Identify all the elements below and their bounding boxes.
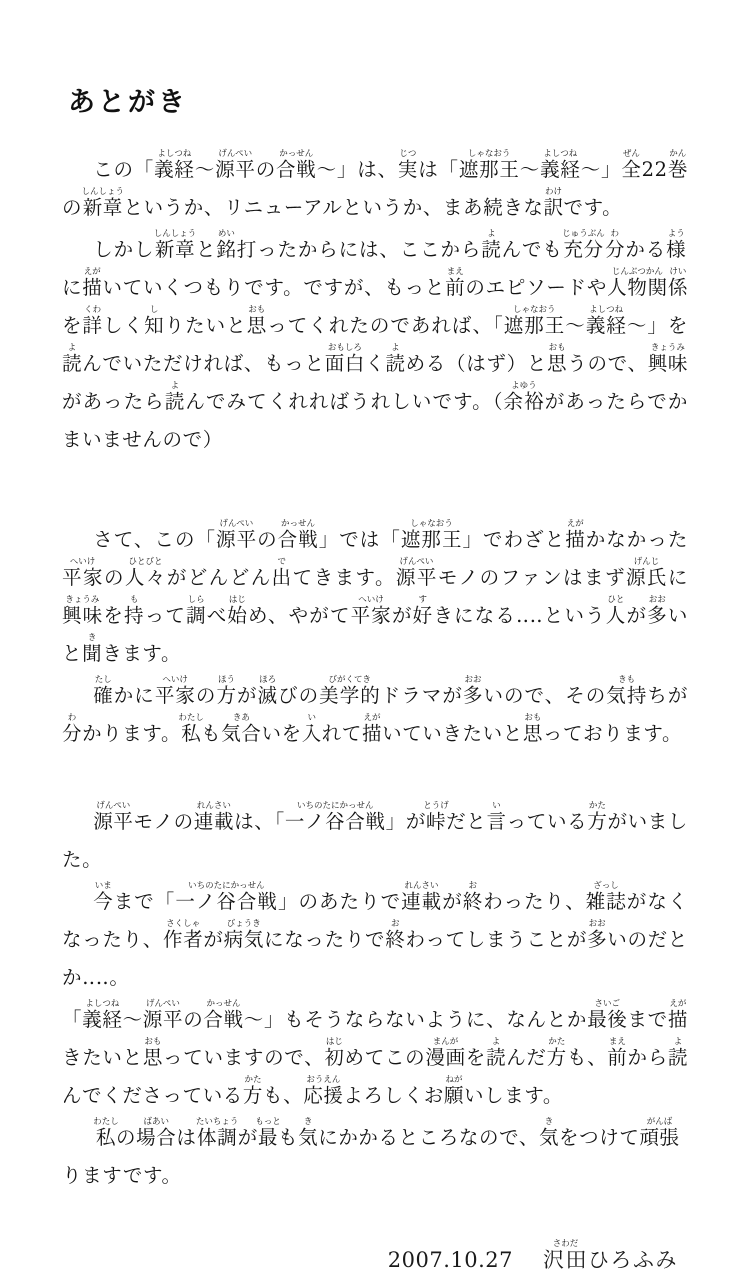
- signature: [62, 1239, 688, 1274]
- text-block-3: [62, 801, 688, 1195]
- paragraph: 「義経よしつね〜源平げんぺいの合戦かっせん〜」もそうならないように、なんとか最後さいごまで描えがきたいと思おもっていますので、初はじめてこの漫画まんがを読よんだ方かたも、前まえから読よんでくださっている方かたも、応援おうえんよろしくお願ねがいします。: [62, 999, 689, 1108]
- signature-author: 沢田さわだひろふみ: [543, 1239, 678, 1273]
- text-block-1: [62, 149, 688, 459]
- paragraph: この「義経よしつね〜源平げんぺいの合戦かっせん〜」は、実じつは「遮那王しゃなおう〜義経よしつね〜」全ぜん22巻かんの新章しんしょうというか、リニューアルというか、まあ続きな訳わけです。: [62, 149, 688, 220]
- paragraph: さて、この「源平げんぺいの合戦かっせん」では「遮那王しゃなおう」でわざと描えがかなかった平家へいけの人々ひとびとがどんどん出でてきます。源平げんぺいモノのファンはまず源氏げんじに興味きょうみを持もって調しらべ始はじめ、やがて平家へいけが好すきになる‥‥という人ひとが多おおいと聞ききます。: [62, 519, 688, 666]
- paragraph: 今いままで「一ノ谷合戦いちのたにかっせん」のあたりで連載れんさいが終おわったり、雑誌ざっしがなくなったり、作者さくしゃが病気びょうきになったりで終おわってしまうことが多おおいのだとか‥‥。: [62, 881, 688, 990]
- paragraph: 確たしかに平家へいけの方ほうが滅ほろびの美学的びがくてきドラマが多おおいので、その気持きもちが分わかります。私わたしも気合きあいを入いれて描えがいていきたいと思おもっております。: [62, 675, 689, 746]
- page-title: あとがき: [68, 87, 188, 118]
- block-spacer: [62, 485, 688, 519]
- signature-date: 2007.10.27: [387, 1248, 513, 1273]
- paragraph: 私わたしの場合ばあいは体調たいちょうが最もっとも気きにかかるところなので、気きをつけて頑張がんばりますです。: [62, 1117, 680, 1188]
- paragraph: 源平げんぺいモノの連載れんさいは、「一ノ谷合戦いちのたにかっせん」が峠とうげだと言いっている方かたがいました。: [62, 801, 689, 872]
- block-spacer: [62, 779, 688, 801]
- text-block-2: [62, 519, 688, 753]
- paragraph: しかし新章しんしょうと銘めい打ったからには、ここから読よんでも充分じゅうぶん分わかる様ように描えがいていくつもりです。ですが、もっと前まえのエピソードや人物関じんぶつかん係けいを詳くわしく知しりたいと思おもってくれたのであれば、「遮那王しゃなおう〜義経よしつね〜」を読よんでいただければ、もっと面白おもしろく読よめる（はず）と思おもうので、興味きょうみがあったら読よんでみてくれればうれしいです。（余裕よゆうがあったらでかまいませんので）: [62, 229, 689, 452]
